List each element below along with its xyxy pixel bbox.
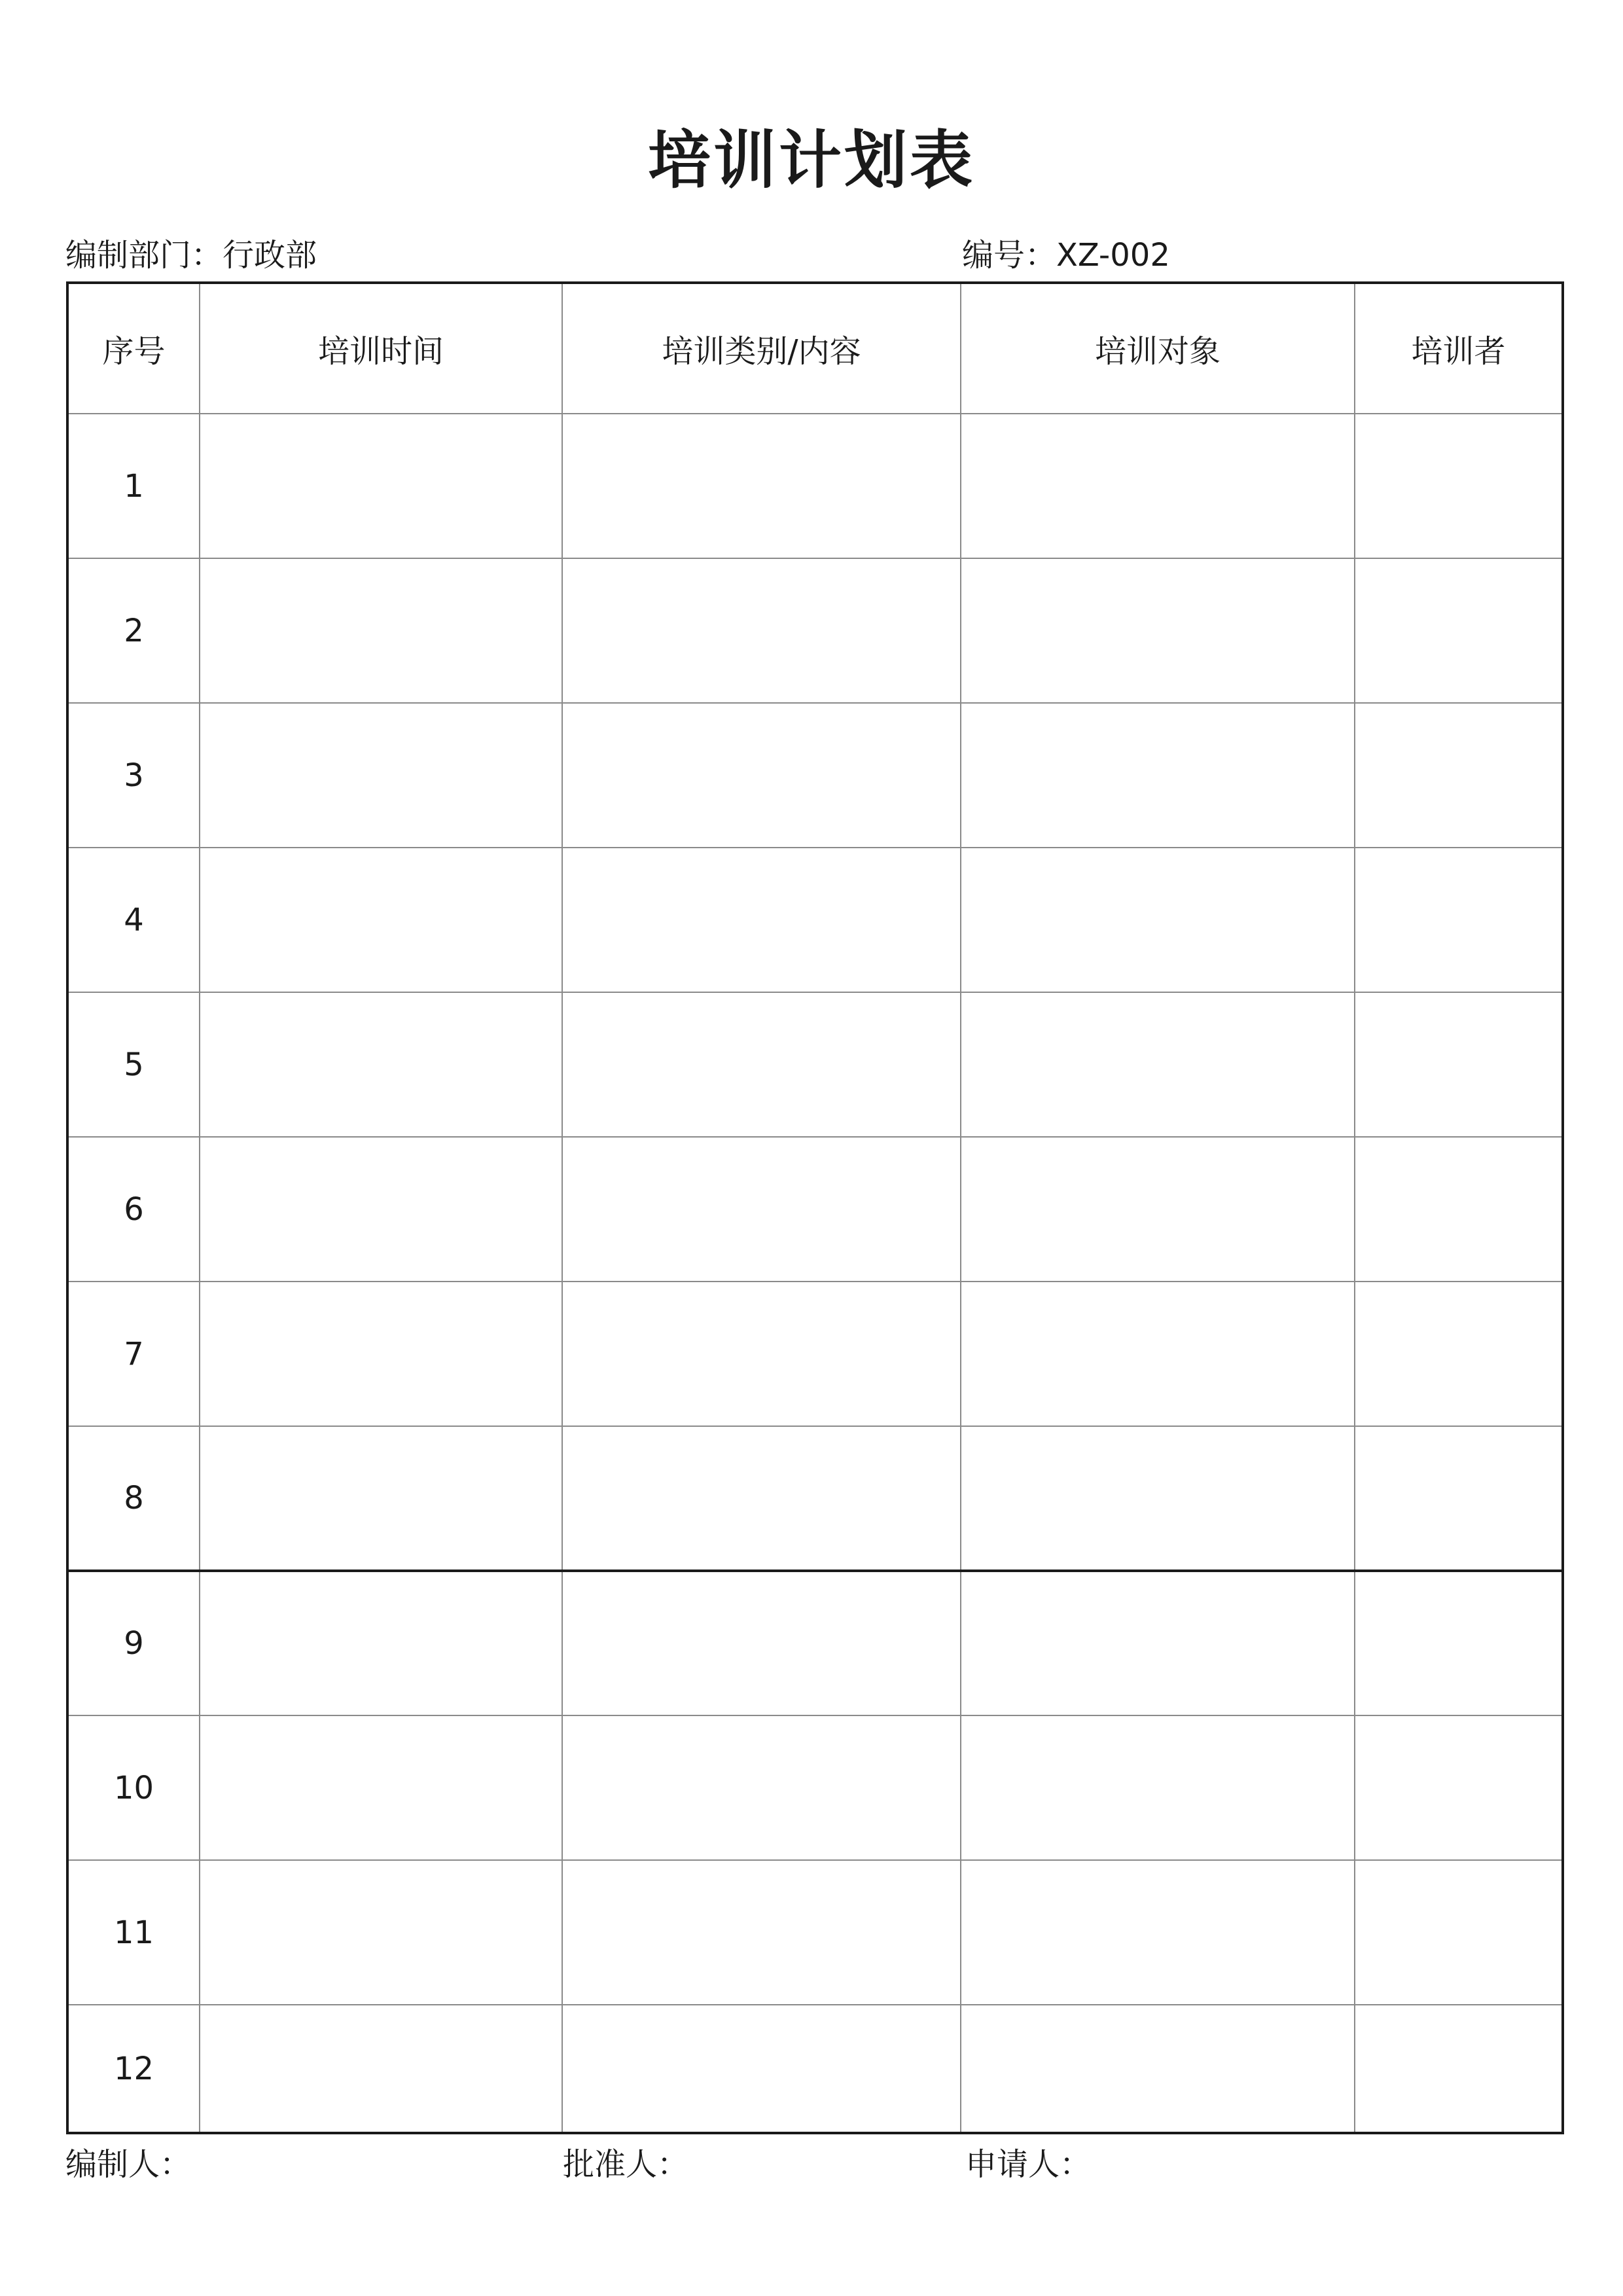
cell-time[interactable] [200, 992, 562, 1137]
cell-trainer[interactable] [1355, 1571, 1563, 1715]
header-no: 序号 [67, 283, 200, 414]
table-row [67, 414, 1563, 558]
cell-content[interactable] [562, 1282, 961, 1426]
cell-time[interactable] [200, 1137, 562, 1282]
row-number: 12 [67, 2005, 200, 2133]
row-number: 7 [67, 1282, 200, 1426]
cell-trainer[interactable] [1355, 1715, 1563, 1860]
approver-label: 批准人： [563, 2146, 689, 2183]
cell-trainer[interactable] [1355, 848, 1563, 992]
cell-time[interactable] [200, 2005, 562, 2133]
row-number: 3 [67, 703, 200, 848]
cell-content[interactable] [562, 2005, 961, 2133]
cell-time[interactable] [200, 1860, 562, 2005]
cell-content[interactable] [562, 558, 961, 703]
row-number: 6 [67, 1137, 200, 1282]
cell-time[interactable] [200, 414, 562, 558]
cell-trainer[interactable] [1355, 1426, 1563, 1571]
cell-trainer[interactable] [1355, 2005, 1563, 2133]
cell-trainer[interactable] [1355, 1137, 1563, 1282]
cell-trainer[interactable] [1355, 558, 1563, 703]
table-row [67, 2005, 1563, 2133]
cell-content[interactable] [562, 703, 961, 848]
cell-content[interactable] [562, 1715, 961, 1860]
cell-target[interactable] [961, 848, 1355, 992]
cell-target[interactable] [961, 2005, 1355, 2133]
cell-trainer[interactable] [1355, 1860, 1563, 2005]
cell-time[interactable] [200, 1282, 562, 1426]
cell-target[interactable] [961, 1571, 1355, 1715]
table-header-row [67, 283, 1563, 414]
cell-time[interactable] [200, 1426, 562, 1571]
cell-trainer[interactable] [1355, 1282, 1563, 1426]
cell-target[interactable] [961, 1282, 1355, 1426]
cell-time[interactable] [200, 703, 562, 848]
cell-content[interactable] [562, 1571, 961, 1715]
row-number: 8 [67, 1426, 200, 1571]
cell-content[interactable] [562, 1860, 961, 2005]
cell-time[interactable] [200, 1571, 562, 1715]
department-label: 编制部门：行政部 [65, 237, 317, 274]
row-number: 9 [67, 1571, 200, 1715]
cell-target[interactable] [961, 1426, 1355, 1571]
preparer-label: 编制人： [65, 2146, 192, 2183]
cell-target[interactable] [961, 1715, 1355, 1860]
table-row [67, 848, 1563, 992]
table-row [67, 1571, 1563, 1715]
table-row [67, 1860, 1563, 2005]
table-row [67, 1282, 1563, 1426]
cell-trainer[interactable] [1355, 703, 1563, 848]
table-row [67, 703, 1563, 848]
row-number: 4 [67, 848, 200, 992]
row-number: 5 [67, 992, 200, 1137]
applicant-label: 申请人： [965, 2146, 1092, 2183]
table-row [67, 558, 1563, 703]
cell-content[interactable] [562, 848, 961, 992]
header-content: 培训类别/内容 [562, 283, 961, 414]
row-number: 2 [67, 558, 200, 703]
table-row [67, 1715, 1563, 1860]
cell-time[interactable] [200, 1715, 562, 1860]
cell-target[interactable] [961, 1860, 1355, 2005]
cell-trainer[interactable] [1355, 992, 1563, 1137]
document-code-label: 编号：XZ-002 [962, 237, 1170, 274]
cell-content[interactable] [562, 1426, 961, 1571]
training-plan-table [66, 281, 1564, 2134]
row-number: 11 [67, 1860, 200, 2005]
cell-target[interactable] [961, 703, 1355, 848]
table-row [67, 1426, 1563, 1571]
cell-time[interactable] [200, 558, 562, 703]
cell-target[interactable] [961, 414, 1355, 558]
cell-target[interactable] [961, 992, 1355, 1137]
header-trainer: 培训者 [1355, 283, 1563, 414]
cell-content[interactable] [562, 1137, 961, 1282]
table-row [67, 992, 1563, 1137]
cell-target[interactable] [961, 1137, 1355, 1282]
row-number: 10 [67, 1715, 200, 1860]
header-target: 培训对象 [961, 283, 1355, 414]
cell-target[interactable] [961, 558, 1355, 703]
cell-trainer[interactable] [1355, 414, 1563, 558]
cell-content[interactable] [562, 414, 961, 558]
table-row [67, 1137, 1563, 1282]
header-time: 培训时间 [200, 283, 562, 414]
cell-content[interactable] [562, 992, 961, 1137]
cell-time[interactable] [200, 848, 562, 992]
page-title: 培训计划表 [648, 124, 975, 197]
row-number: 1 [67, 414, 200, 558]
